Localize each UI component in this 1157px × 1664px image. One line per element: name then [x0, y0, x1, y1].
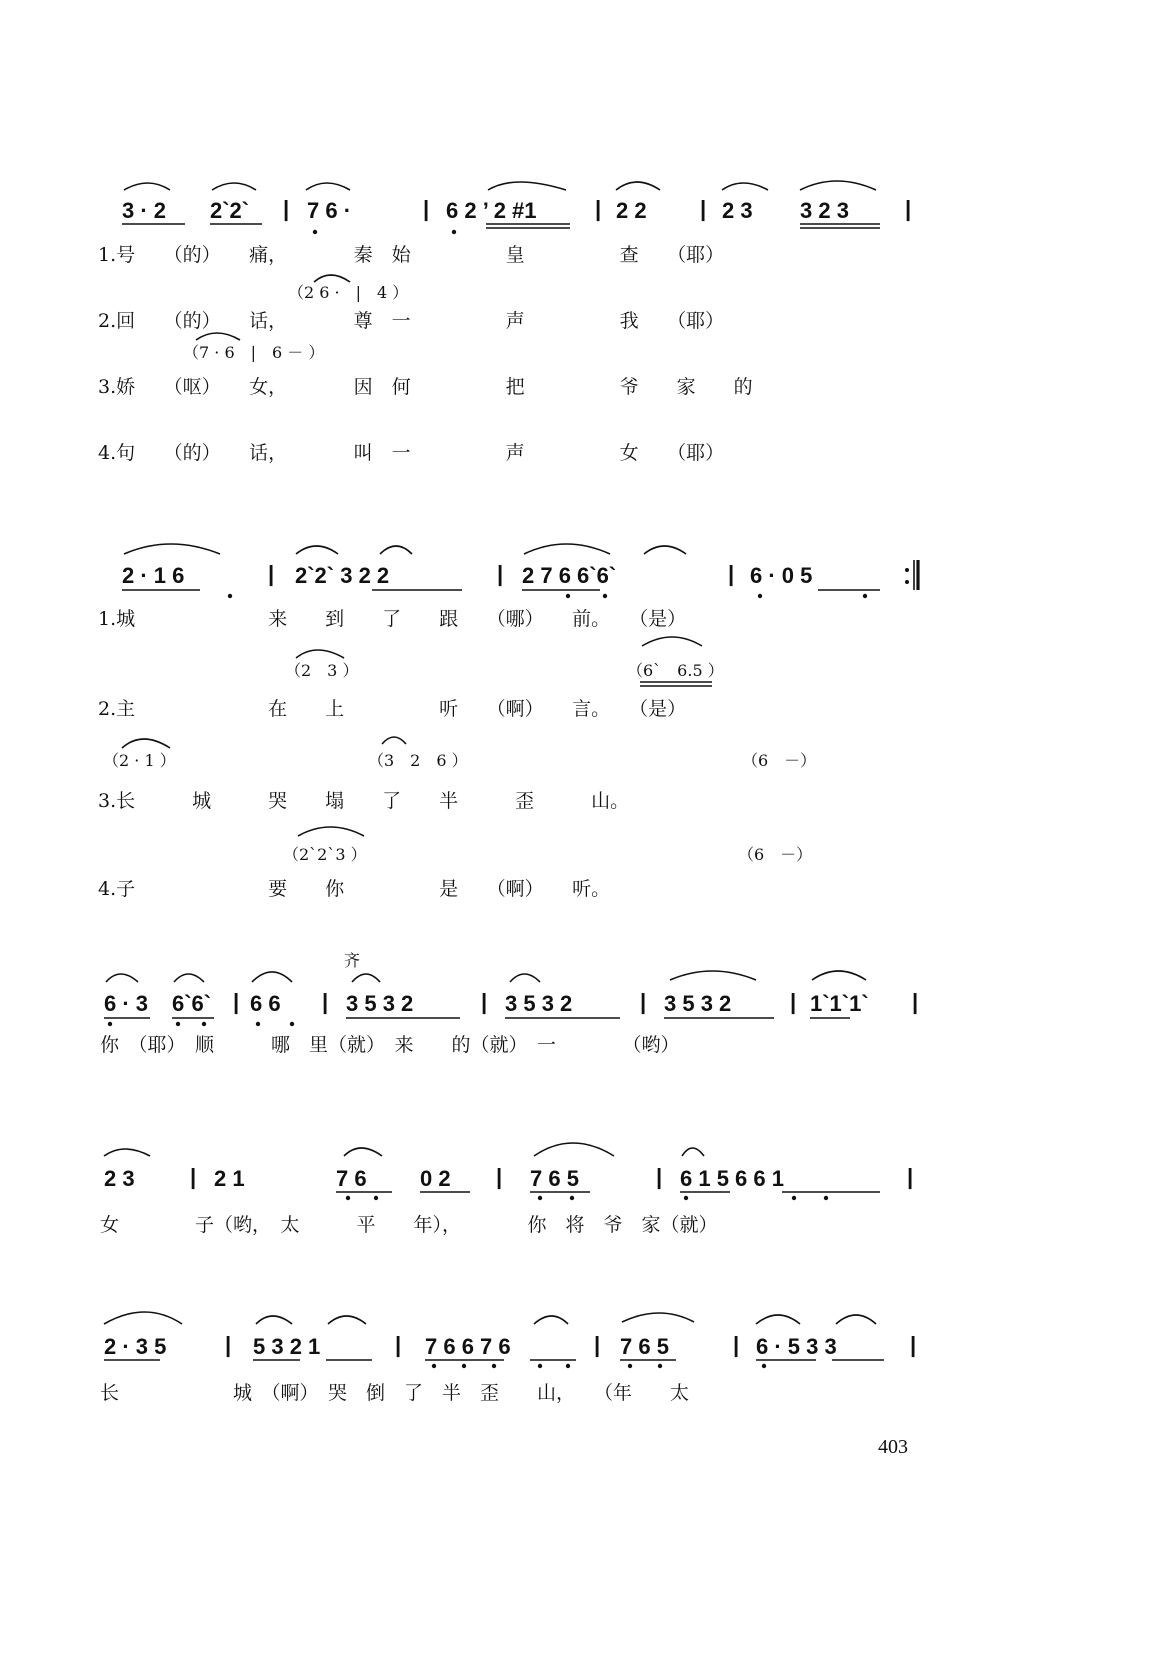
octave-dot [492, 1364, 496, 1368]
lyric-verse-2: 2.主 在 上 听 （啊） 言。 （是） [98, 698, 687, 720]
note-group: 3 · 2 [122, 198, 167, 223]
barline: | [640, 989, 647, 1014]
note-group: 1`1`1` [810, 991, 869, 1016]
note-group: 6 2 ’ 2 #1 [446, 198, 537, 223]
note-group: 0 2 [420, 1166, 451, 1191]
lyric-line: 女 子（哟， 太 平 年）， 你 将 爷 家（就） [100, 1214, 718, 1236]
slur [252, 972, 292, 982]
barline: | [656, 1164, 663, 1189]
interlude: （6 －） [742, 751, 817, 770]
barline: | [910, 1332, 917, 1357]
note-group: 5 3 2 1 [253, 1334, 321, 1359]
lyric-verse-3: 3.长 城 哭 塌 了 半 歪 山。 [98, 790, 630, 812]
note-group: 6 · 3 [104, 991, 149, 1016]
note-group: 2 7 6 6`6` [522, 563, 617, 588]
barline: | [728, 561, 735, 586]
slur [298, 827, 364, 836]
slur [812, 971, 866, 980]
octave-dot [758, 594, 762, 598]
slur [352, 974, 380, 982]
interlude: （2 3 ） [285, 661, 359, 680]
note-group: 6`6` [172, 991, 212, 1016]
note-group: 7 6 6 7 6 [425, 1334, 511, 1359]
octave-dot [628, 1364, 632, 1368]
note-group: 6 · 5 3 3 [756, 1334, 837, 1359]
slur [644, 546, 686, 554]
octave-dot [432, 1364, 436, 1368]
page-number: 403 [878, 1436, 908, 1458]
slur [106, 974, 138, 982]
note-group: 2 · 3 5 [104, 1334, 167, 1359]
octave-dot [374, 1196, 378, 1200]
slur [524, 544, 610, 554]
octave-dot [684, 1196, 688, 1200]
barline: | [497, 561, 504, 586]
note-group: 7 6 5 [530, 1166, 579, 1191]
slur [382, 737, 406, 744]
slur [642, 637, 702, 646]
slur [670, 971, 756, 980]
barline: | [790, 989, 797, 1014]
octave-dot [256, 1022, 260, 1026]
lyric-verse-2: 2.回 （的） 话， 尊 一 声 我 （耶） [98, 310, 725, 332]
note-group: 2 1 [214, 1166, 245, 1191]
octave-dot [570, 1196, 574, 1200]
slur [296, 650, 344, 658]
note-group: 7 6 [336, 1166, 367, 1191]
barline: | [423, 196, 430, 221]
slur [510, 974, 540, 982]
octave-dot [658, 1364, 662, 1368]
slur [104, 1149, 150, 1156]
interlude: （2 6 · | 4 ） [288, 283, 409, 302]
barline: | [496, 1164, 503, 1189]
slur [622, 1313, 694, 1322]
octave-dot [566, 1364, 570, 1368]
barline: | [190, 1164, 197, 1189]
barline: | [733, 1332, 740, 1357]
barline: | [594, 1332, 601, 1357]
slur [104, 1312, 182, 1324]
interlude: （2`2`3 ） [283, 845, 367, 864]
lyric-verse-1: 1.号 （的） 痛， 秦 始 皇 查 （耶） [98, 244, 725, 266]
octave-dot [566, 594, 570, 598]
slur [196, 333, 240, 340]
octave-dot [762, 1364, 766, 1368]
note-group: 7 6 · [307, 198, 352, 223]
lyric-verse-3: 3.娇 （呕） 女， 因 何 把 爷 家 的 [98, 376, 753, 398]
note-group: 3 5 3 2 [505, 991, 573, 1016]
slur [534, 1143, 614, 1156]
octave-dot [824, 1196, 828, 1200]
octave-dot [538, 1196, 542, 1200]
interlude: （2 · 1 ） [103, 751, 176, 770]
octave-dot [452, 230, 456, 234]
slur [800, 181, 876, 190]
lyric-verse-4: 4.句 （的） 话， 叫 一 声 女 （耶） [98, 442, 725, 464]
note-group: 6 6 [250, 991, 281, 1016]
barline: | [912, 989, 919, 1014]
note-group: 2`2` [210, 198, 250, 223]
barline: | [225, 1332, 232, 1357]
slur [296, 546, 338, 554]
lyric-verse-1: 1.城 来 到 了 跟 （哪） 前。 （是） [98, 608, 687, 630]
octave-dot [108, 1022, 112, 1026]
slur [488, 182, 566, 190]
interlude: （6` 6.5 ） [627, 661, 724, 680]
octave-dot [863, 594, 867, 598]
slur [836, 1315, 876, 1324]
slur [256, 1316, 292, 1324]
slur [174, 974, 204, 982]
slur [306, 183, 350, 190]
barline: | [595, 196, 602, 221]
octave-dot [603, 594, 607, 598]
slur [328, 1316, 366, 1324]
barline: | [700, 196, 707, 221]
slur [380, 546, 412, 554]
barline: | [905, 196, 912, 221]
barline: | [233, 989, 240, 1014]
barline: | [395, 1332, 402, 1357]
note-group: 2 · 1 6 [122, 563, 185, 588]
lyric-verse-4: 4.子 要 你 是 （啊） 听。 [98, 878, 611, 900]
note-group: 2 2 [616, 198, 647, 223]
barline: | [322, 989, 329, 1014]
note-group: 2`2` 3 2 2 [295, 563, 390, 588]
interlude: （7 · 6 | 6 － ） [183, 343, 325, 362]
barline: | [481, 989, 488, 1014]
slur [344, 1148, 382, 1156]
octave-dot [538, 1364, 542, 1368]
note-group: 6 1 5 6 6 1 [680, 1166, 784, 1191]
repeat-dot [905, 568, 909, 572]
interlude: （6 －） [738, 845, 813, 864]
slur [722, 183, 768, 190]
note-group: 6 · 0 5 [750, 563, 813, 588]
barline: | [283, 196, 290, 221]
note-group: 2 3 [722, 198, 753, 223]
octave-dot [346, 1196, 350, 1200]
note-group: 3 2 3 [800, 198, 849, 223]
barline: | [268, 561, 275, 586]
repeat-dot [905, 580, 909, 584]
slur [122, 739, 170, 748]
octave-dot [792, 1196, 796, 1200]
slur [124, 544, 220, 554]
note-group: 3 5 3 2 [664, 991, 732, 1016]
performance-marking: 齐 [344, 951, 361, 970]
octave-dot [313, 230, 317, 234]
lyric-line: 长 城 （啊） 哭 倒 了 半 歪 山， （年 太 [100, 1382, 690, 1404]
slur [124, 183, 170, 190]
octave-dot [202, 1022, 206, 1026]
slur [534, 1316, 568, 1324]
slur [756, 1315, 800, 1324]
slur [616, 182, 660, 190]
note-group: 3 5 3 2 [346, 991, 414, 1016]
slur [212, 183, 256, 190]
lyric-line: 你 （耶） 顺 哪 里（就） 来 的（就） 一 （哟） [100, 1034, 680, 1056]
barline: | [907, 1164, 914, 1189]
octave-dot [176, 1022, 180, 1026]
note-group: 2 3 [104, 1166, 135, 1191]
slur [682, 1148, 704, 1156]
octave-dot [462, 1364, 466, 1368]
note-group: 7 6 5 [620, 1334, 669, 1359]
octave-dot [290, 1022, 294, 1026]
interlude: （3 2 6 ） [368, 751, 468, 770]
octave-dot [228, 594, 232, 598]
